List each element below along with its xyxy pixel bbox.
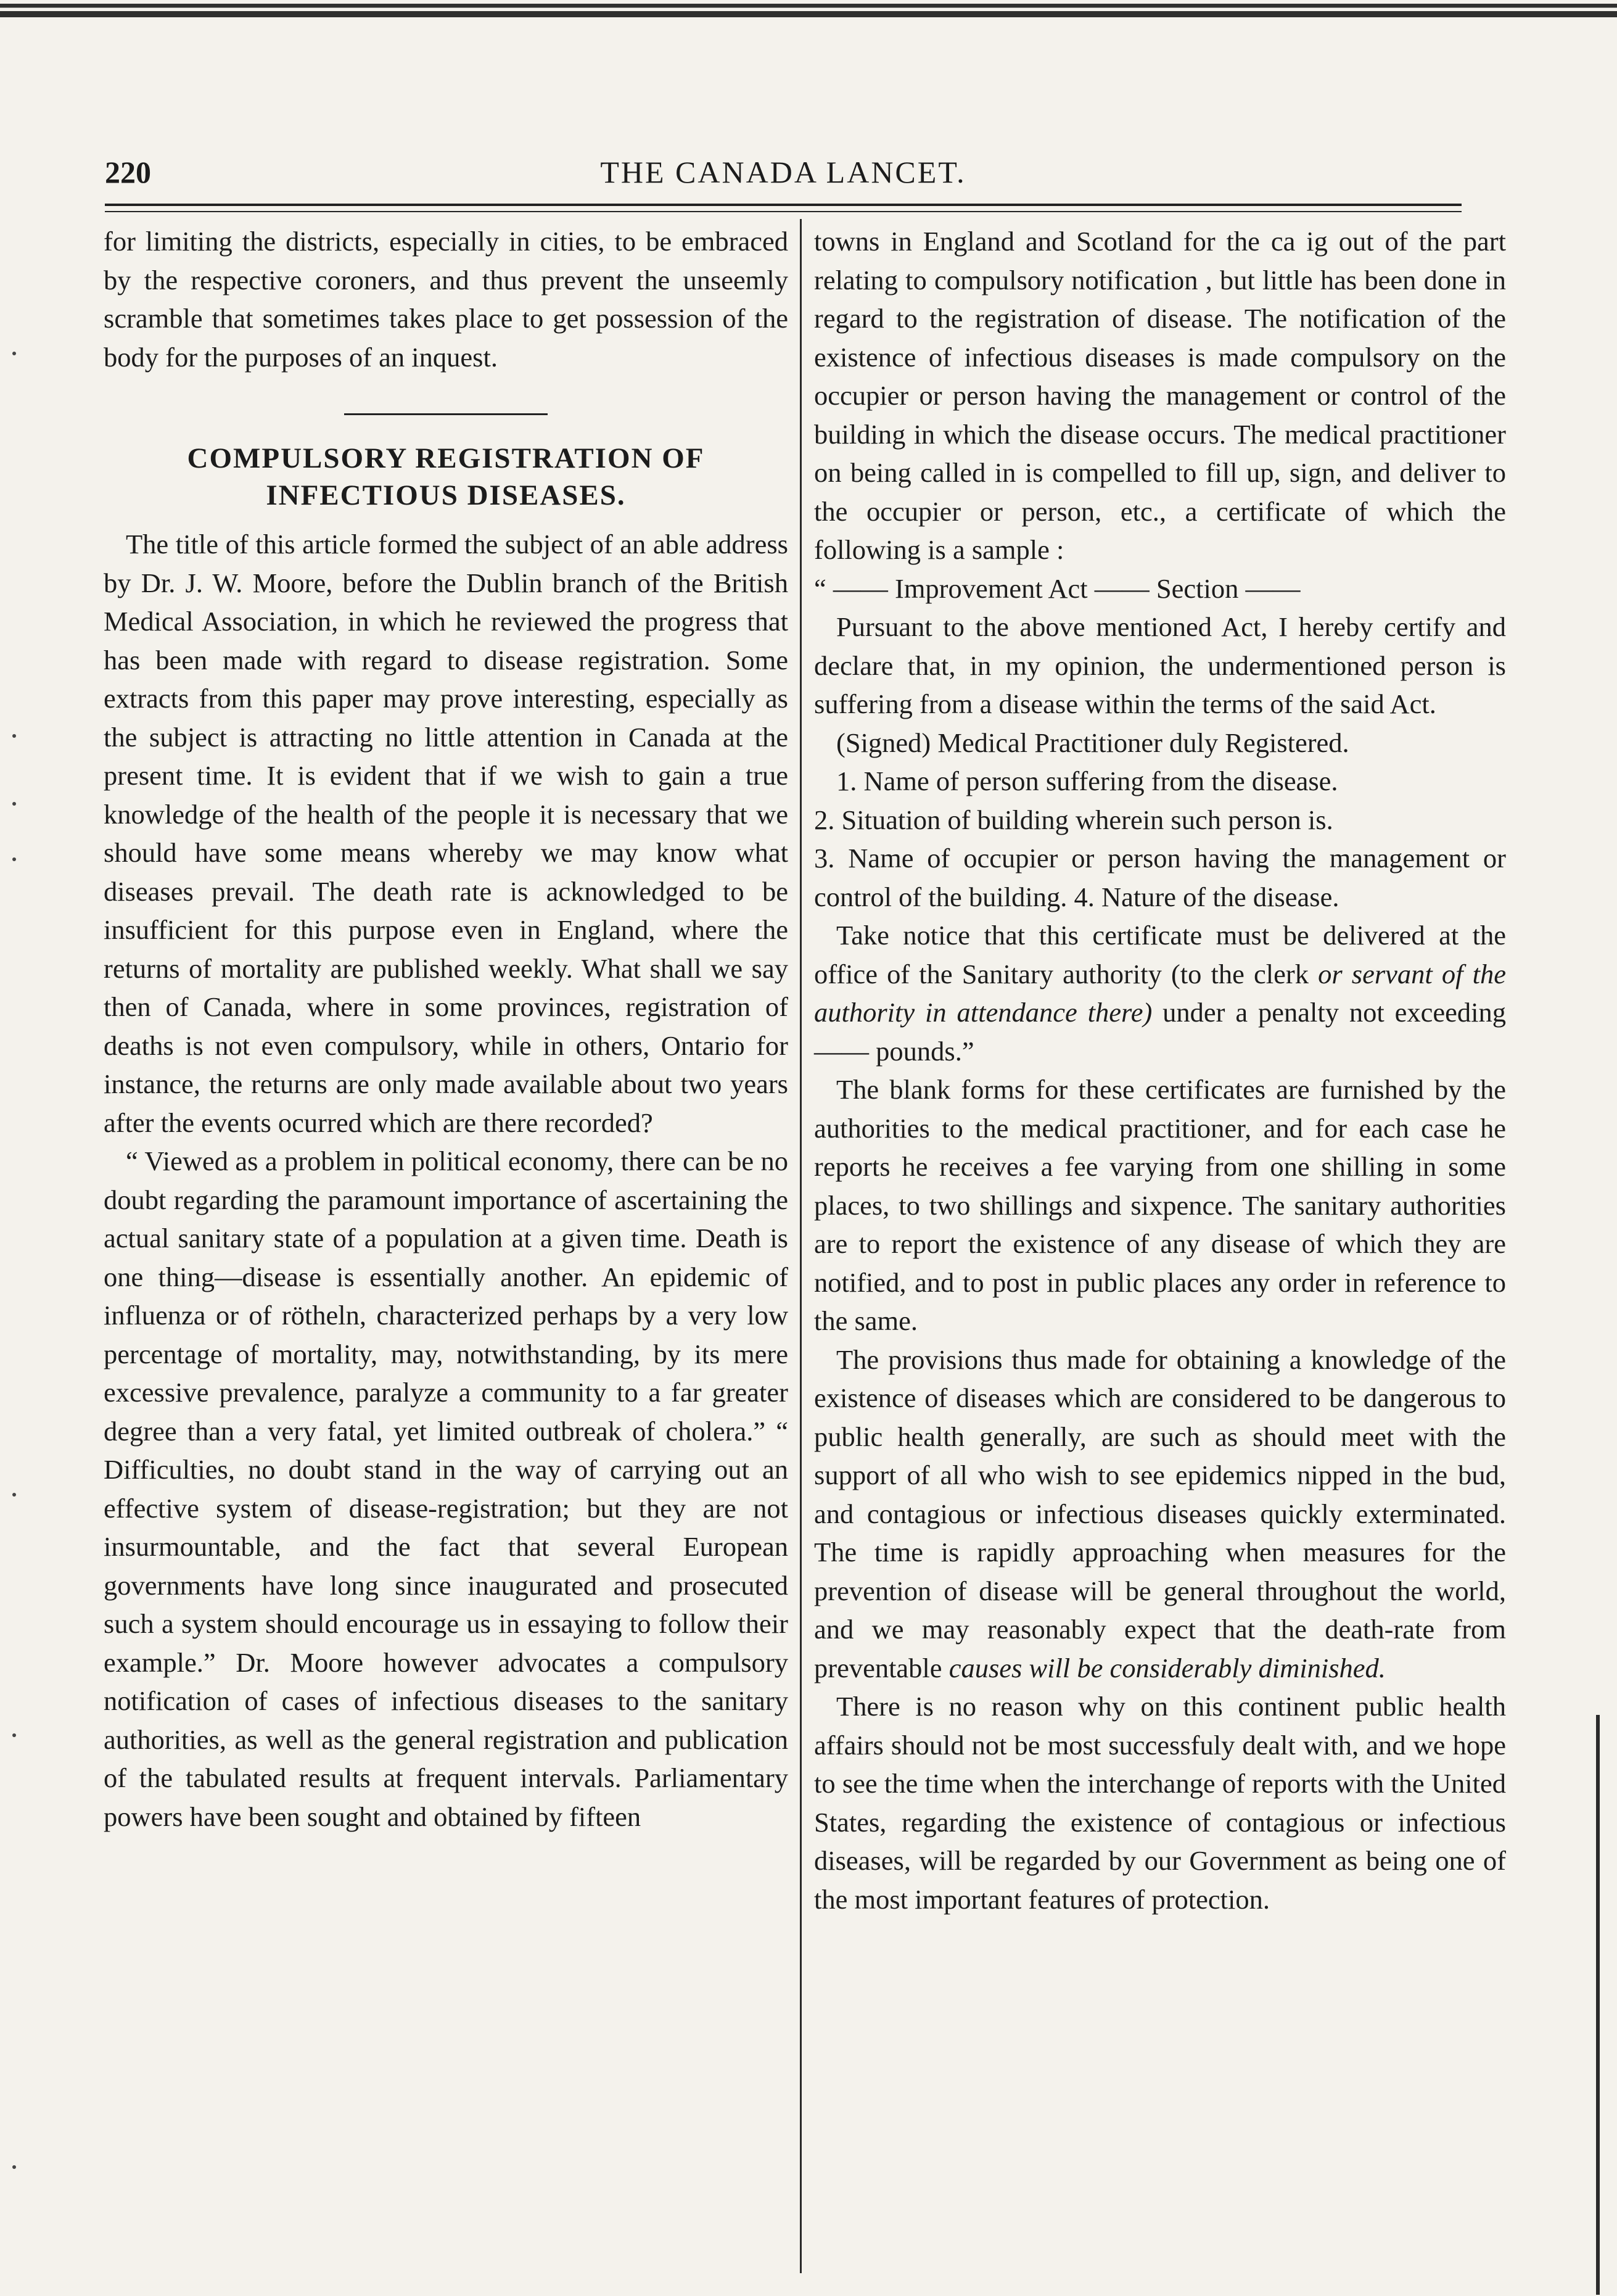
top-edge-rule [0, 4, 1617, 17]
notice-end: under a penalty not exceeding —— pounds.” [814, 997, 1506, 1067]
right-edge-rule [1596, 1715, 1600, 2295]
provisions-text: The provisions thus made for obtaining a knowledge of the existence of diseases which are considered to be dangerous to public health generally, are such as should meet with the support of all who wish to see epidemics nipped in the bud, and contagious or infectious diseases quickly exterminated. The time is rapidly approaching when measures for the prevention of disease will be general throughout the world, and we may reasonably expect that the death-rate from preventable [814, 1344, 1506, 1683]
left-opening-paragraph: for limiting the districts, especially in cities, to be embraced by the respective coroners, and thus prevent the unseemly scramble that sometimes takes place to get possession of the body for the purposes of an inquest. [104, 226, 788, 373]
certificate-item-3: 3. Name of occupier or person having the management or control of the building. 4. Nature of the disease. [814, 843, 1506, 912]
notice-italic: or servant of the authority in attendance there) [814, 958, 1506, 1028]
provisions-paragraph [814, 1340, 1506, 1688]
page-number: 220 [105, 155, 151, 189]
left-column [104, 222, 788, 1836]
header-rule [105, 204, 1462, 212]
right-column [814, 222, 1506, 1918]
page-header [105, 154, 1462, 197]
certificate-item-1: 1. Name of person suffering from the disease. [836, 766, 1338, 796]
column-divider [800, 219, 802, 2273]
article-paragraph-1: The title of this article formed the subject of an able address by Dr. J. W. Moore, before the Dublin branch of the British Medical Association, in which he reviewed the progress that has been made with regard to disease registration. Some extracts from this paper may prove interesting, especially as the subject is attracting no little attention in Canada at the present time. It is evident that if we wish to gain a true knowledge of the health of the people it is necessary that we should have some means whereby we may know what diseases prevail. The death rate is acknowledged to be insufficient for this purpose even in England, where the returns of mortality are published weekly. What shall we say then of Canada, where in some provinces, registration of deaths is not even compulsory, while in others, Ontario for instance, the returns are only made available about two years after the events ocurred which are there recorded? [104, 529, 788, 1138]
certificate-items [814, 762, 1506, 916]
notice-start: Take notice that this certificate must be delivered at the office of the Sanitary authority (to the clerk [814, 920, 1506, 989]
final-paragraph: There is no reason why on this continent public health affairs should not be most successfuly dealt with, and we hope to see the time when the interchange of reports with the United States, regarding the existence of contagious or infectious diseases, will be regarded by our Government as being one of the most important features of protection. [814, 1691, 1506, 1915]
certificate-item-2: 2. Situation of building wherein such person is. [814, 804, 1333, 835]
article-paragraph-2: “ Viewed as a problem in political economy, there can be no doubt regarding the paramount importance of ascertaining the actual sanitary state of a population at a given time. Death is one thing—disease is essentially another. An epidemic of influenza or of rötheln, characterized perhaps by a very low percentage of mortality, may, notwithstanding, by its mere excessive prevalence, paralyze a community to a far greater degree than a very fatal, yet limited outbreak of cholera.” “ Difficulties, no doubt stand in the way of carrying out an effective system of disease-registration; but they are not insurmountable, and the fact that several European governments have long since inaugurated and prosecuted such a system should encourage us in essaying to follow their example.” Dr. Moore however advocates a compulsory notification of cases of infectious diseases to the sanitary authorities, as well as the general registration and publication of the tabulated results at frequent intervals. Parliamentary powers have been sought and obtained by fifteen [104, 1146, 788, 1832]
certificate-heading: “ —— Improvement Act —— Section —— [814, 572, 1301, 604]
certificate-notice [814, 916, 1506, 1070]
margin-specks [7, 56, 26, 2276]
certificate-signed: (Signed) Medical Practitioner duly Registered. [836, 727, 1349, 758]
provisions-italic: causes will be considerably diminished. [948, 1652, 1386, 1683]
certificate-body: Pursuant to the above mentioned Act, I hereby certify and declare that, in my opinion, the undermentioned person is suffering from a disease within the terms of the said Act. [814, 611, 1506, 719]
section-separator [344, 413, 548, 415]
running-title: THE CANADA LANCET. [600, 155, 966, 189]
section-heading: COMPULSORY REGISTRATION OF INFECTIOUS DISEASES. [187, 442, 705, 511]
right-opening-paragraph: towns in England and Scotland for the ca ig out of the part relating to compulsory notification , but little has been done in regard to the registration of disease. The notification of the existence of infectious diseases is made compulsory on the occupier or person having the management or control of the building in which the disease occurs. The medical practitioner on being called in is compelled to fill up, sign, and deliver to the occupier or person, etc., a certificate of which the following is a sample : [814, 226, 1506, 565]
blank-forms-paragraph: The blank forms for these certificates are furnished by the authorities to the medical practitioner, and for each case he reports he receives a fee varying from one shilling in some places, to two shillings and sixpence. The sanitary authorities are to report the existence of any disease of which they are notified, and to post in public places any order in reference to the same. [814, 1074, 1506, 1336]
